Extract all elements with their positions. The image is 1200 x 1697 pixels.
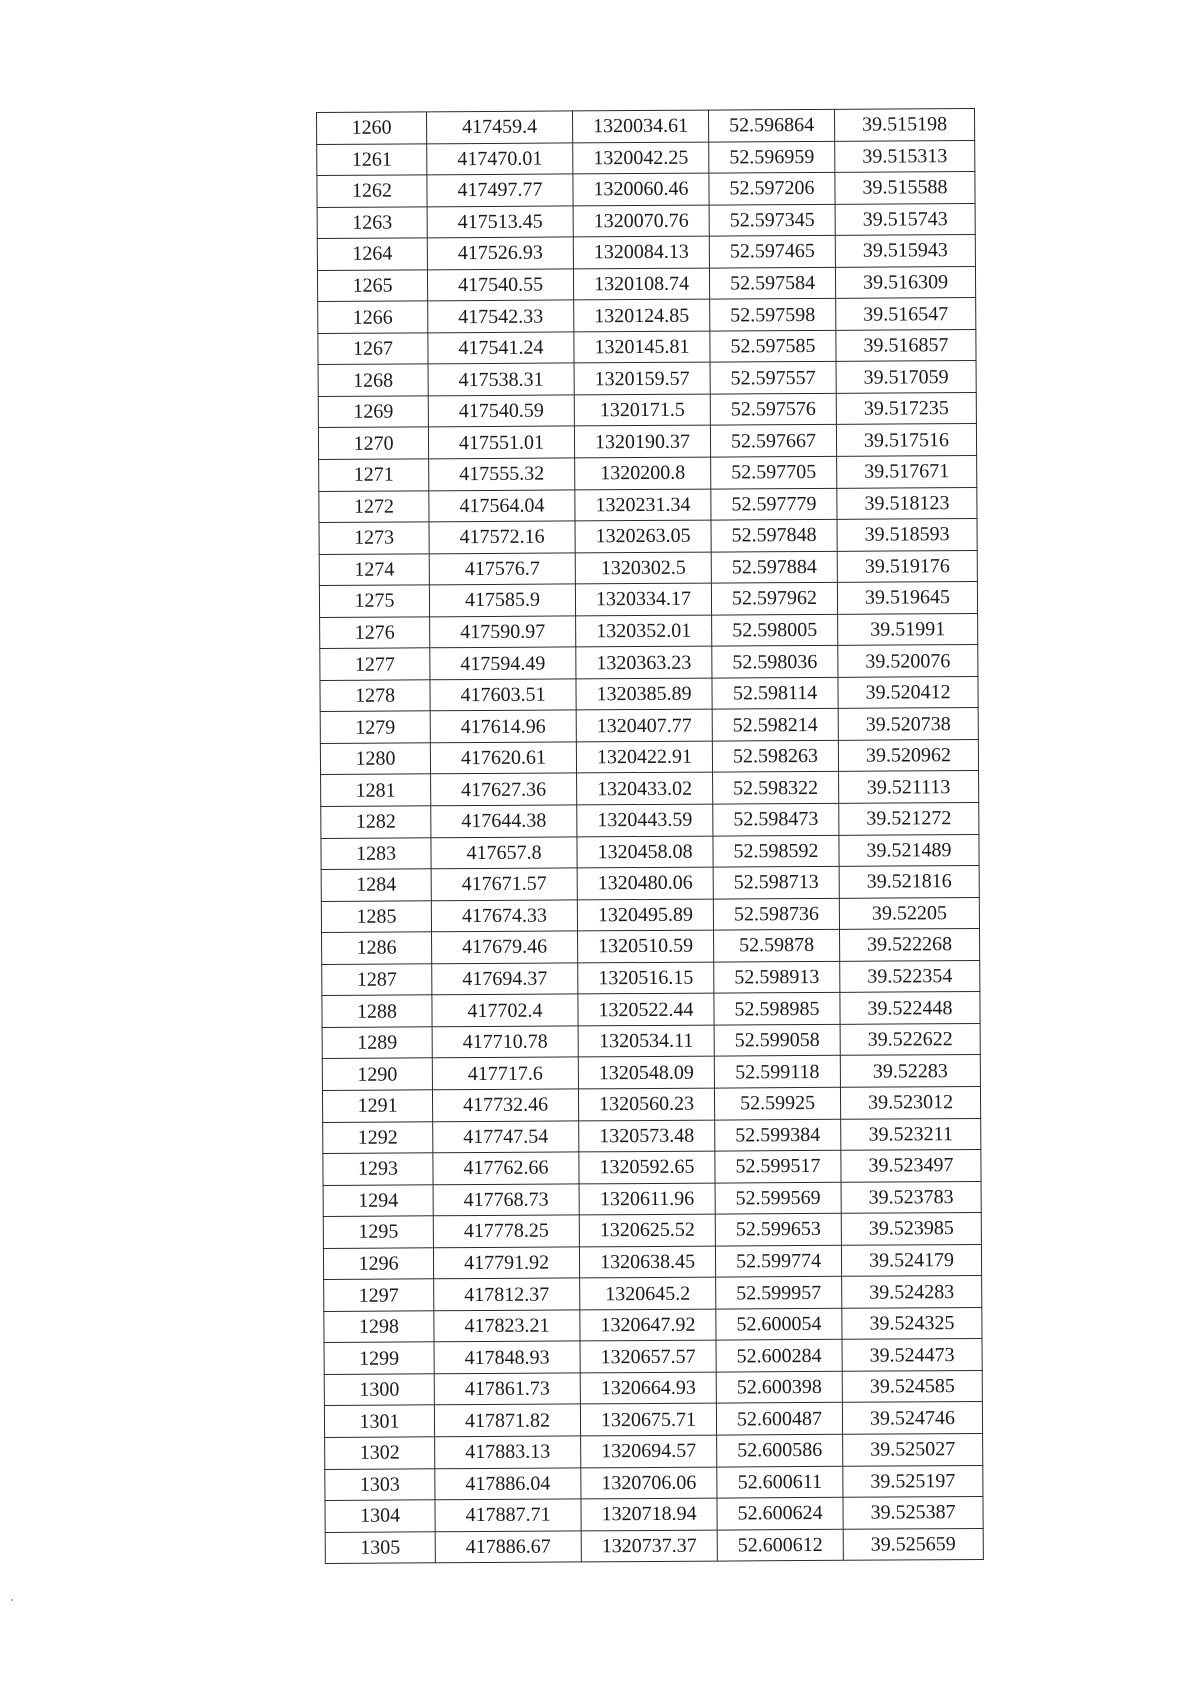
point-number-cell: 1305 bbox=[325, 1531, 435, 1563]
table-row bbox=[317, 235, 975, 271]
x-coordinate-cell: 417823.21 bbox=[434, 1310, 580, 1342]
y-coordinate-cell: 1320145.81 bbox=[574, 331, 710, 363]
point-number-cell: 1280 bbox=[320, 743, 430, 775]
longitude-cell: 39.517516 bbox=[836, 424, 976, 456]
y-coordinate-cell: 1320480.06 bbox=[577, 867, 713, 899]
scan-speck bbox=[11, 1599, 13, 1601]
point-number-cell: 1300 bbox=[324, 1374, 434, 1406]
longitude-cell: 39.516547 bbox=[836, 298, 976, 330]
latitude-cell: 52.600611 bbox=[717, 1466, 843, 1498]
table-row bbox=[319, 519, 977, 555]
point-number-cell: 1293 bbox=[323, 1153, 433, 1185]
x-coordinate-cell: 417747.54 bbox=[433, 1120, 579, 1152]
x-coordinate-cell: 417871.82 bbox=[434, 1404, 580, 1436]
point-number-cell: 1273 bbox=[319, 522, 429, 554]
latitude-cell: 52.597667 bbox=[710, 425, 836, 457]
latitude-cell: 52.598214 bbox=[712, 709, 838, 741]
table-row bbox=[324, 1276, 982, 1312]
x-coordinate-cell: 417572.16 bbox=[429, 521, 575, 553]
latitude-cell: 52.598263 bbox=[712, 740, 838, 772]
y-coordinate-cell: 1320302.5 bbox=[575, 552, 711, 584]
y-coordinate-cell: 1320694.57 bbox=[581, 1435, 717, 1467]
latitude-cell: 52.59878 bbox=[714, 930, 840, 962]
x-coordinate-cell: 417886.04 bbox=[435, 1467, 581, 1499]
latitude-cell: 52.597557 bbox=[710, 362, 836, 394]
x-coordinate-cell: 417762.66 bbox=[433, 1152, 579, 1184]
coordinates-table bbox=[316, 108, 984, 1564]
latitude-cell: 52.600487 bbox=[716, 1403, 842, 1435]
x-coordinate-cell: 417526.93 bbox=[427, 237, 573, 269]
longitude-cell: 39.515743 bbox=[835, 203, 975, 235]
latitude-cell: 52.598036 bbox=[712, 646, 838, 678]
table-row bbox=[319, 487, 977, 523]
point-number-cell: 1294 bbox=[323, 1184, 433, 1216]
y-coordinate-cell: 1320190.37 bbox=[574, 426, 710, 458]
x-coordinate-cell: 417671.57 bbox=[431, 868, 577, 900]
longitude-cell: 39.515588 bbox=[835, 172, 975, 204]
x-coordinate-cell: 417883.13 bbox=[435, 1436, 581, 1468]
point-number-cell: 1263 bbox=[317, 206, 427, 238]
latitude-cell: 52.597584 bbox=[709, 267, 835, 299]
point-number-cell: 1285 bbox=[321, 900, 431, 932]
latitude-cell: 52.598985 bbox=[714, 993, 840, 1025]
table-row bbox=[320, 676, 978, 712]
latitude-cell: 52.597576 bbox=[710, 393, 836, 425]
longitude-cell: 39.52205 bbox=[839, 897, 979, 929]
longitude-cell: 39.515943 bbox=[835, 235, 975, 267]
y-coordinate-cell: 1320657.57 bbox=[580, 1340, 716, 1372]
latitude-cell: 52.598713 bbox=[713, 866, 839, 898]
x-coordinate-cell: 417702.4 bbox=[432, 994, 578, 1026]
longitude-cell: 39.522354 bbox=[840, 960, 980, 992]
longitude-cell: 39.515198 bbox=[834, 108, 974, 140]
longitude-cell: 39.519176 bbox=[837, 550, 977, 582]
latitude-cell: 52.599517 bbox=[715, 1150, 841, 1182]
point-number-cell: 1277 bbox=[320, 648, 430, 680]
latitude-cell: 52.598592 bbox=[713, 835, 839, 867]
x-coordinate-cell: 417768.73 bbox=[433, 1184, 579, 1216]
latitude-cell: 52.59925 bbox=[714, 1087, 840, 1119]
y-coordinate-cell: 1320084.13 bbox=[573, 236, 709, 268]
table-row bbox=[317, 266, 975, 302]
point-number-cell: 1287 bbox=[322, 964, 432, 996]
y-coordinate-cell: 1320334.17 bbox=[575, 583, 711, 615]
table-row bbox=[323, 1181, 981, 1217]
point-number-cell: 1299 bbox=[324, 1342, 434, 1374]
longitude-cell: 39.516309 bbox=[835, 266, 975, 298]
table-row bbox=[320, 613, 978, 649]
longitude-cell: 39.522622 bbox=[840, 1023, 980, 1055]
x-coordinate-cell: 417540.55 bbox=[427, 269, 573, 301]
latitude-cell: 52.600612 bbox=[717, 1529, 843, 1561]
latitude-cell: 52.600054 bbox=[716, 1308, 842, 1340]
longitude-cell: 39.518593 bbox=[837, 519, 977, 551]
latitude-cell: 52.598913 bbox=[714, 961, 840, 993]
x-coordinate-cell: 417542.33 bbox=[428, 300, 574, 332]
latitude-cell: 52.598322 bbox=[713, 772, 839, 804]
x-coordinate-cell: 417541.24 bbox=[428, 332, 574, 364]
latitude-cell: 52.599774 bbox=[715, 1245, 841, 1277]
x-coordinate-cell: 417459.4 bbox=[427, 111, 573, 143]
x-coordinate-cell: 417620.61 bbox=[430, 742, 576, 774]
point-number-cell: 1264 bbox=[317, 238, 427, 270]
latitude-cell: 52.598736 bbox=[713, 898, 839, 930]
y-coordinate-cell: 1320737.37 bbox=[581, 1530, 717, 1562]
latitude-cell: 52.599653 bbox=[715, 1213, 841, 1245]
y-coordinate-cell: 1320231.34 bbox=[575, 489, 711, 521]
longitude-cell: 39.521113 bbox=[839, 771, 979, 803]
point-number-cell: 1261 bbox=[317, 143, 427, 175]
x-coordinate-cell: 417603.51 bbox=[430, 679, 576, 711]
point-number-cell: 1266 bbox=[318, 301, 428, 333]
longitude-cell: 39.520738 bbox=[838, 708, 978, 740]
y-coordinate-cell: 1320573.48 bbox=[579, 1120, 715, 1152]
x-coordinate-cell: 417644.38 bbox=[431, 805, 577, 837]
latitude-cell: 52.597598 bbox=[710, 299, 836, 331]
x-coordinate-cell: 417585.9 bbox=[429, 584, 575, 616]
x-coordinate-cell: 417594.49 bbox=[430, 647, 576, 679]
latitude-cell: 52.597848 bbox=[711, 519, 837, 551]
y-coordinate-cell: 1320352.01 bbox=[576, 615, 712, 647]
table-row bbox=[317, 108, 975, 144]
x-coordinate-cell: 417564.04 bbox=[429, 489, 575, 521]
x-coordinate-cell: 417886.67 bbox=[435, 1531, 581, 1563]
point-number-cell: 1274 bbox=[319, 553, 429, 585]
longitude-cell: 39.523783 bbox=[841, 1181, 981, 1213]
longitude-cell: 39.523497 bbox=[841, 1150, 981, 1182]
table-row bbox=[325, 1465, 983, 1501]
table-row bbox=[318, 298, 976, 334]
point-number-cell: 1269 bbox=[318, 396, 428, 428]
y-coordinate-cell: 1320443.59 bbox=[577, 804, 713, 836]
point-number-cell: 1265 bbox=[317, 270, 427, 302]
longitude-cell: 39.524746 bbox=[842, 1402, 982, 1434]
latitude-cell: 52.597345 bbox=[709, 204, 835, 236]
table-row bbox=[319, 582, 977, 618]
y-coordinate-cell: 1320042.25 bbox=[573, 142, 709, 174]
x-coordinate-cell: 417791.92 bbox=[433, 1247, 579, 1279]
point-number-cell: 1279 bbox=[320, 711, 430, 743]
latitude-cell: 52.597779 bbox=[711, 488, 837, 520]
y-coordinate-cell: 1320422.91 bbox=[576, 741, 712, 773]
longitude-cell: 39.523012 bbox=[840, 1086, 980, 1118]
y-coordinate-cell: 1320159.57 bbox=[574, 362, 710, 394]
table-row bbox=[321, 771, 979, 807]
longitude-cell: 39.523211 bbox=[841, 1118, 981, 1150]
table-row bbox=[317, 172, 975, 208]
y-coordinate-cell: 1320625.52 bbox=[579, 1214, 715, 1246]
longitude-cell: 39.524283 bbox=[842, 1276, 982, 1308]
x-coordinate-cell: 417694.37 bbox=[432, 963, 578, 995]
longitude-cell: 39.524179 bbox=[841, 1244, 981, 1276]
y-coordinate-cell: 1320363.23 bbox=[576, 646, 712, 678]
table-row bbox=[323, 1150, 981, 1186]
table-row bbox=[324, 1307, 982, 1343]
y-coordinate-cell: 1320124.85 bbox=[574, 299, 710, 331]
table-row bbox=[324, 1402, 982, 1438]
table-row bbox=[321, 802, 979, 838]
y-coordinate-cell: 1320522.44 bbox=[578, 993, 714, 1025]
y-coordinate-cell: 1320675.71 bbox=[580, 1404, 716, 1436]
longitude-cell: 39.525387 bbox=[843, 1497, 983, 1529]
latitude-cell: 52.600624 bbox=[717, 1497, 843, 1529]
point-number-cell: 1289 bbox=[322, 1027, 432, 1059]
x-coordinate-cell: 417717.6 bbox=[432, 1057, 578, 1089]
x-coordinate-cell: 417848.93 bbox=[434, 1341, 580, 1373]
longitude-cell: 39.519645 bbox=[837, 582, 977, 614]
longitude-cell: 39.523985 bbox=[841, 1213, 981, 1245]
point-number-cell: 1276 bbox=[320, 617, 430, 649]
point-number-cell: 1291 bbox=[322, 1090, 432, 1122]
table-row bbox=[322, 1023, 980, 1059]
table-row bbox=[319, 550, 977, 586]
x-coordinate-cell: 417812.37 bbox=[434, 1278, 580, 1310]
latitude-cell: 52.600284 bbox=[716, 1340, 842, 1372]
table-row bbox=[325, 1528, 983, 1564]
table-row bbox=[324, 1339, 982, 1375]
point-number-cell: 1288 bbox=[322, 995, 432, 1027]
longitude-cell: 39.525197 bbox=[843, 1465, 983, 1497]
latitude-cell: 52.599569 bbox=[715, 1182, 841, 1214]
y-coordinate-cell: 1320534.11 bbox=[578, 1025, 714, 1057]
table-row bbox=[319, 455, 977, 491]
latitude-cell: 52.596959 bbox=[709, 141, 835, 173]
y-coordinate-cell: 1320060.46 bbox=[573, 173, 709, 205]
y-coordinate-cell: 1320516.15 bbox=[578, 962, 714, 994]
y-coordinate-cell: 1320495.89 bbox=[577, 899, 713, 931]
longitude-cell: 39.515313 bbox=[835, 140, 975, 172]
table-row bbox=[320, 708, 978, 744]
point-number-cell: 1304 bbox=[325, 1500, 435, 1532]
latitude-cell: 52.599957 bbox=[716, 1277, 842, 1309]
x-coordinate-cell: 417551.01 bbox=[428, 426, 574, 458]
latitude-cell: 52.599118 bbox=[714, 1056, 840, 1088]
longitude-cell: 39.521816 bbox=[839, 866, 979, 898]
point-number-cell: 1290 bbox=[322, 1058, 432, 1090]
y-coordinate-cell: 1320664.93 bbox=[580, 1372, 716, 1404]
y-coordinate-cell: 1320108.74 bbox=[573, 268, 709, 300]
table-row bbox=[322, 960, 980, 996]
point-number-cell: 1286 bbox=[322, 932, 432, 964]
y-coordinate-cell: 1320611.96 bbox=[579, 1183, 715, 1215]
y-coordinate-cell: 1320548.09 bbox=[578, 1056, 714, 1088]
y-coordinate-cell: 1320070.76 bbox=[573, 205, 709, 237]
table-row bbox=[317, 203, 975, 239]
table-row bbox=[318, 361, 976, 397]
table-row bbox=[318, 424, 976, 460]
table-row bbox=[321, 897, 979, 933]
latitude-cell: 52.598473 bbox=[713, 803, 839, 835]
point-number-cell: 1298 bbox=[324, 1311, 434, 1343]
latitude-cell: 52.597206 bbox=[709, 172, 835, 204]
longitude-cell: 39.521272 bbox=[839, 802, 979, 834]
latitude-cell: 52.597465 bbox=[709, 236, 835, 268]
x-coordinate-cell: 417513.45 bbox=[427, 206, 573, 238]
y-coordinate-cell: 1320458.08 bbox=[577, 836, 713, 868]
longitude-cell: 39.525027 bbox=[843, 1433, 983, 1465]
longitude-cell: 39.524473 bbox=[842, 1339, 982, 1371]
y-coordinate-cell: 1320200.8 bbox=[575, 457, 711, 489]
point-number-cell: 1296 bbox=[323, 1247, 433, 1279]
point-number-cell: 1281 bbox=[321, 774, 431, 806]
point-number-cell: 1270 bbox=[318, 427, 428, 459]
latitude-cell: 52.600398 bbox=[716, 1371, 842, 1403]
longitude-cell: 39.517671 bbox=[837, 455, 977, 487]
point-number-cell: 1283 bbox=[321, 837, 431, 869]
point-number-cell: 1292 bbox=[323, 1121, 433, 1153]
x-coordinate-cell: 417732.46 bbox=[432, 1089, 578, 1121]
x-coordinate-cell: 417614.96 bbox=[430, 710, 576, 742]
point-number-cell: 1302 bbox=[325, 1437, 435, 1469]
longitude-cell: 39.516857 bbox=[836, 329, 976, 361]
y-coordinate-cell: 1320433.02 bbox=[577, 773, 713, 805]
latitude-cell: 52.599384 bbox=[715, 1119, 841, 1151]
x-coordinate-cell: 417627.36 bbox=[431, 773, 577, 805]
y-coordinate-cell: 1320171.5 bbox=[574, 394, 710, 426]
table-row bbox=[323, 1118, 981, 1154]
latitude-cell: 52.598005 bbox=[712, 614, 838, 646]
table-body bbox=[317, 108, 984, 1563]
point-number-cell: 1301 bbox=[324, 1405, 434, 1437]
point-number-cell: 1295 bbox=[323, 1216, 433, 1248]
y-coordinate-cell: 1320706.06 bbox=[581, 1467, 717, 1499]
y-coordinate-cell: 1320385.89 bbox=[576, 678, 712, 710]
point-number-cell: 1267 bbox=[318, 333, 428, 365]
longitude-cell: 39.517235 bbox=[836, 392, 976, 424]
x-coordinate-cell: 417590.97 bbox=[430, 616, 576, 648]
latitude-cell: 52.597962 bbox=[711, 583, 837, 615]
point-number-cell: 1284 bbox=[321, 869, 431, 901]
longitude-cell: 39.522268 bbox=[840, 929, 980, 961]
longitude-cell: 39.522448 bbox=[840, 992, 980, 1024]
point-number-cell: 1282 bbox=[321, 806, 431, 838]
y-coordinate-cell: 1320592.65 bbox=[579, 1151, 715, 1183]
table-row bbox=[323, 1213, 981, 1249]
table-row bbox=[322, 1086, 980, 1122]
table-row bbox=[320, 739, 978, 775]
point-number-cell: 1278 bbox=[320, 680, 430, 712]
y-coordinate-cell: 1320263.05 bbox=[575, 520, 711, 552]
x-coordinate-cell: 417576.7 bbox=[429, 553, 575, 585]
latitude-cell: 52.596864 bbox=[708, 109, 834, 141]
x-coordinate-cell: 417538.31 bbox=[428, 363, 574, 395]
table-row bbox=[325, 1433, 983, 1469]
x-coordinate-cell: 417657.8 bbox=[431, 836, 577, 868]
table-row bbox=[317, 140, 975, 176]
x-coordinate-cell: 417540.59 bbox=[428, 395, 574, 427]
table-row bbox=[323, 1244, 981, 1280]
point-number-cell: 1297 bbox=[324, 1279, 434, 1311]
point-number-cell: 1260 bbox=[317, 112, 427, 144]
longitude-cell: 39.520076 bbox=[838, 645, 978, 677]
x-coordinate-cell: 417778.25 bbox=[433, 1215, 579, 1247]
table-row bbox=[322, 1055, 980, 1091]
y-coordinate-cell: 1320718.94 bbox=[581, 1498, 717, 1530]
table-row bbox=[320, 645, 978, 681]
point-number-cell: 1303 bbox=[325, 1468, 435, 1500]
table-row bbox=[322, 929, 980, 965]
table-row bbox=[322, 992, 980, 1028]
x-coordinate-cell: 417861.73 bbox=[434, 1373, 580, 1405]
latitude-cell: 52.598114 bbox=[712, 677, 838, 709]
longitude-cell: 39.517059 bbox=[836, 361, 976, 393]
y-coordinate-cell: 1320647.92 bbox=[580, 1309, 716, 1341]
table-row bbox=[321, 834, 979, 870]
point-number-cell: 1271 bbox=[319, 459, 429, 491]
y-coordinate-cell: 1320407.77 bbox=[576, 709, 712, 741]
x-coordinate-cell: 417497.77 bbox=[427, 174, 573, 206]
table-row bbox=[324, 1370, 982, 1406]
latitude-cell: 52.597884 bbox=[711, 551, 837, 583]
y-coordinate-cell: 1320645.2 bbox=[580, 1277, 716, 1309]
point-number-cell: 1272 bbox=[319, 490, 429, 522]
latitude-cell: 52.600586 bbox=[717, 1434, 843, 1466]
latitude-cell: 52.599058 bbox=[714, 1024, 840, 1056]
point-number-cell: 1268 bbox=[318, 364, 428, 396]
latitude-cell: 52.597705 bbox=[711, 456, 837, 488]
x-coordinate-cell: 417710.78 bbox=[432, 1026, 578, 1058]
y-coordinate-cell: 1320034.61 bbox=[572, 110, 708, 142]
latitude-cell: 52.597585 bbox=[710, 330, 836, 362]
table-row bbox=[318, 392, 976, 428]
x-coordinate-cell: 417555.32 bbox=[429, 458, 575, 490]
x-coordinate-cell: 417674.33 bbox=[431, 900, 577, 932]
x-coordinate-cell: 417679.46 bbox=[432, 931, 578, 963]
longitude-cell: 39.520412 bbox=[838, 676, 978, 708]
longitude-cell: 39.521489 bbox=[839, 834, 979, 866]
longitude-cell: 39.51991 bbox=[838, 613, 978, 645]
longitude-cell: 39.524325 bbox=[842, 1307, 982, 1339]
y-coordinate-cell: 1320510.59 bbox=[578, 930, 714, 962]
point-number-cell: 1262 bbox=[317, 175, 427, 207]
longitude-cell: 39.520962 bbox=[838, 739, 978, 771]
longitude-cell: 39.52283 bbox=[840, 1055, 980, 1087]
table-row bbox=[325, 1497, 983, 1533]
longitude-cell: 39.524585 bbox=[842, 1370, 982, 1402]
longitude-cell: 39.525659 bbox=[843, 1528, 983, 1560]
table-row bbox=[318, 329, 976, 365]
point-number-cell: 1275 bbox=[319, 585, 429, 617]
x-coordinate-cell: 417470.01 bbox=[427, 142, 573, 174]
y-coordinate-cell: 1320638.45 bbox=[579, 1246, 715, 1278]
table-row bbox=[321, 866, 979, 902]
x-coordinate-cell: 417887.71 bbox=[435, 1499, 581, 1531]
longitude-cell: 39.518123 bbox=[837, 487, 977, 519]
y-coordinate-cell: 1320560.23 bbox=[578, 1088, 714, 1120]
